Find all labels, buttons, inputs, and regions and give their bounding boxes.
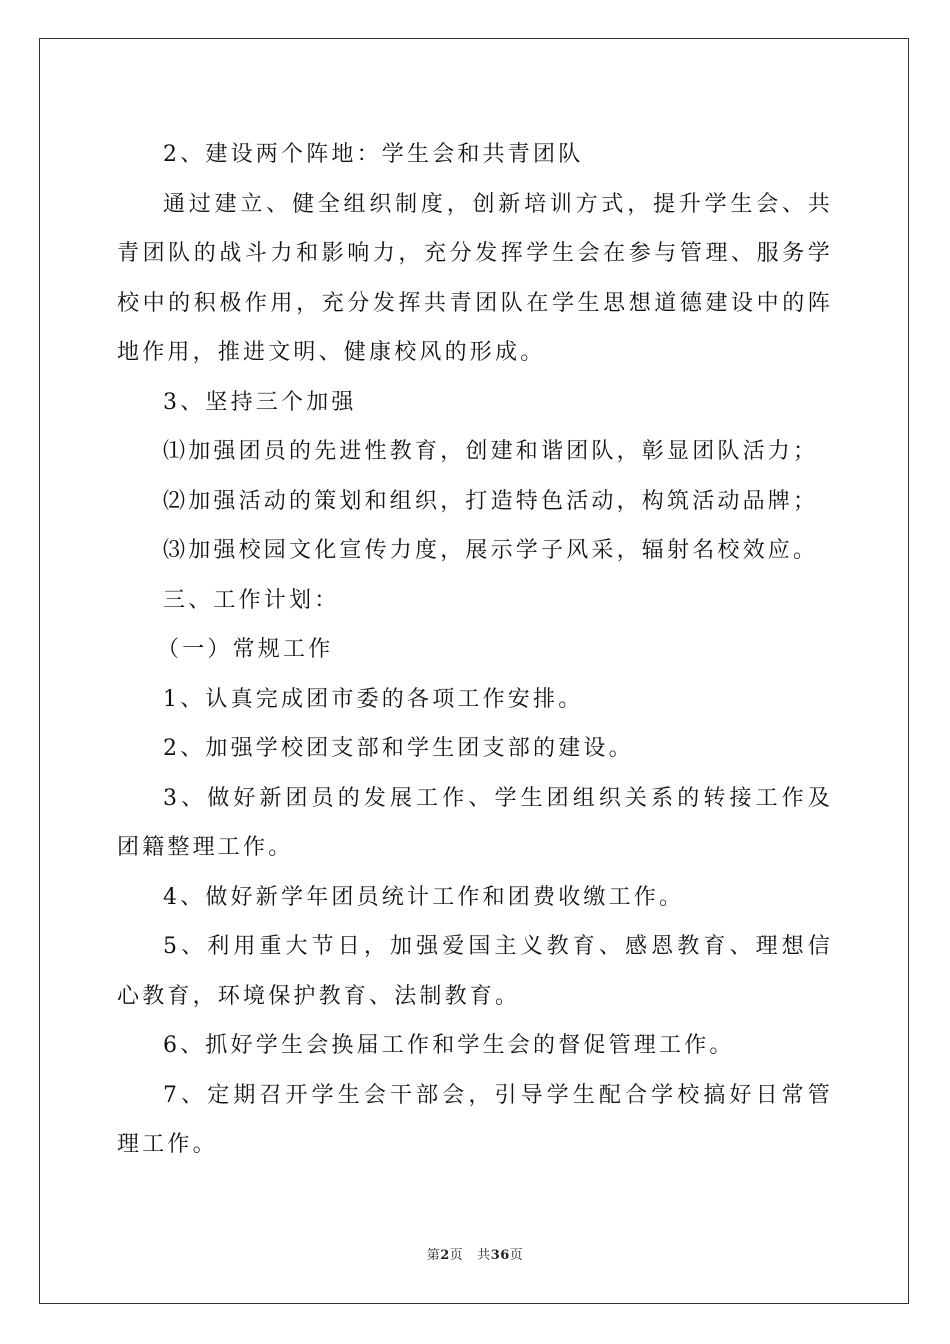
footer-page-unit: 页	[449, 1248, 464, 1263]
footer-page-number: 2	[440, 1248, 450, 1263]
page-footer	[0, 1244, 950, 1263]
paragraph-2: 通过建立、健全组织制度，创新培训方式，提升学生会、共青团队的战斗力和影响力，充分发挥学生会在参与管理、服务学校中的积极作用，充分发挥共青团队在学生思想道德建设中的阵地作用，推进文明、健康校风的形成。	[117, 191, 833, 365]
paragraph-7: 三、工作计划：	[163, 587, 340, 613]
paragraph-15: 7、定期召开学生会干部会，引导学生配合学校搞好日常管理工作。	[117, 1082, 833, 1157]
paragraph-10: 2、加强学校团支部和学生团支部的建设。	[163, 736, 634, 761]
paragraph-9: 1、认真完成团市委的各项工作安排。	[163, 686, 584, 712]
footer-total-unit: 页	[509, 1248, 524, 1263]
paragraph-6: ⑶加强校园文化宣传力度，展示学子风采，辐射名校效应。	[163, 538, 819, 563]
document-body	[117, 130, 833, 1170]
paragraph-4: ⑴加强团员的先进性教育，创建和谐团队，彰显团队活力；	[163, 439, 819, 464]
paragraph-13: 5、利用重大节日，加强爱国主义教育、感恩教育、理想信心教育，环境保护教育、法制教育。	[117, 934, 833, 1009]
paragraph-11: 3、做好新团员的发展工作、学生团组织关系的转接工作及团籍整理工作。	[117, 785, 833, 860]
paragraph-1: 2、建设两个阵地：学生会和共青团队	[163, 142, 584, 167]
footer-total-pages: 36	[490, 1248, 510, 1263]
paragraph-14: 6、抓好学生会换届工作和学生会的督促管理工作。	[163, 1033, 735, 1058]
footer-prefix: 第	[426, 1248, 441, 1263]
paragraph-5: ⑵加强活动的策划和组织，打造特色活动，构筑活动品牌；	[163, 488, 819, 514]
paragraph-12: 4、做好新学年团员统计工作和团费收缴工作。	[163, 884, 685, 910]
paragraph-3: 3、坚持三个加强	[163, 389, 357, 415]
footer-total-prefix: 共	[477, 1248, 491, 1263]
paragraph-8: （一）常规工作	[157, 637, 334, 662]
